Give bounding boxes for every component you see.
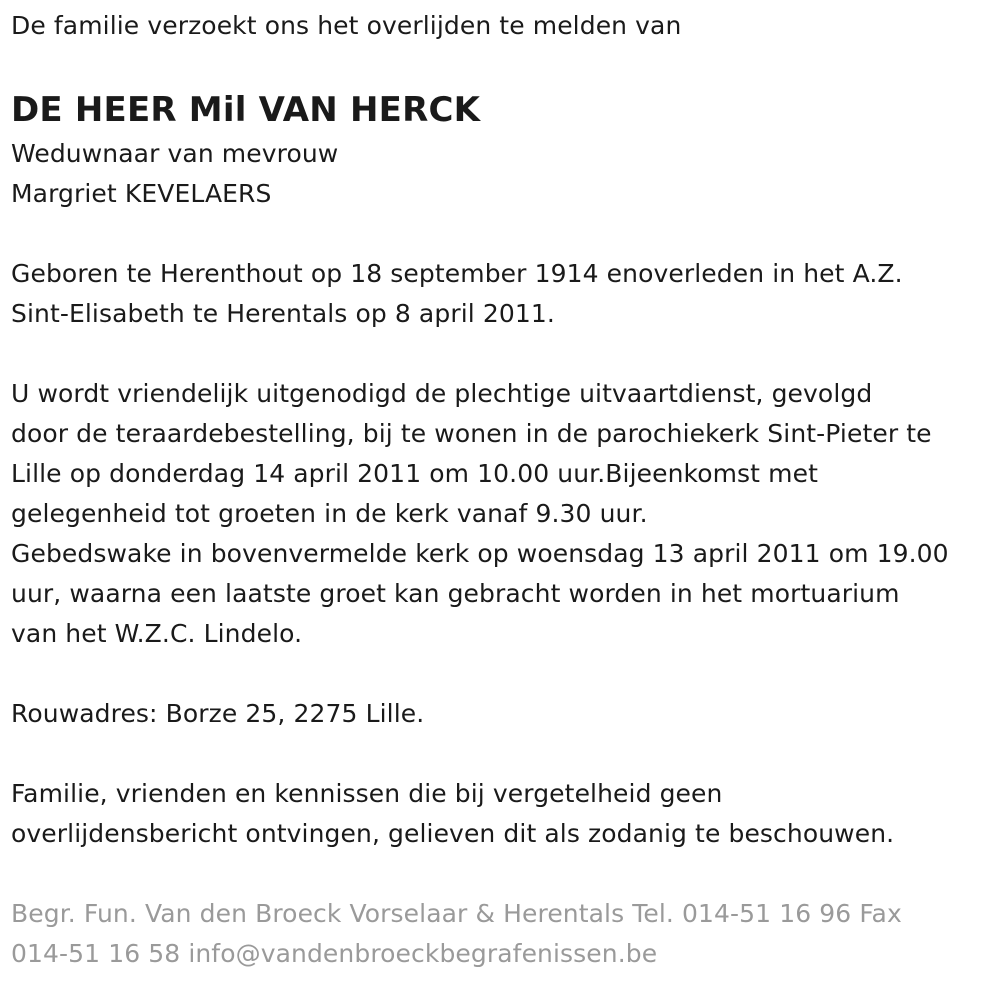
footer-line: Begr. Fun. Van den Broeck Vorselaar & Herentals Tel. 014-51 16 96 Fax (11, 899, 902, 928)
birth-death-block (11, 254, 989, 334)
notice-block (11, 774, 989, 854)
funeral-home-footer (11, 894, 989, 974)
spouse-name: Margriet KEVELAERS (11, 179, 272, 208)
notice-line: overlijdensbericht ontvingen, gelieven dit als zodanig te beschouwen. (11, 819, 895, 848)
spacer (11, 334, 989, 374)
spacer (11, 734, 989, 774)
mourning-address: Rouwadres: Borze 25, 2275 Lille. (11, 699, 425, 728)
spouse-line: Weduwnaar van mevrouw (11, 139, 339, 168)
funeral-block (11, 374, 989, 654)
funeral-line: door de teraardebestelling, bij te wonen in de parochiekerk Sint-Pieter te (11, 419, 932, 448)
birth-line: Geboren te Herenthout op 18 september 1914 enoverleden in het A.Z. (11, 259, 903, 288)
vigil-line: Gebedswake in bovenvermelde kerk op woensdag 13 april 2011 om 19.00 (11, 539, 949, 568)
spacer (11, 214, 989, 254)
birth-line: Sint-Elisabeth te Herentals op 8 april 2011. (11, 299, 555, 328)
spacer (11, 654, 989, 694)
funeral-line: U wordt vriendelijk uitgenodigd de plechtige uitvaartdienst, gevolgd (11, 379, 873, 408)
intro-text: De familie verzoekt ons het overlijden te melden van (11, 11, 682, 40)
vigil-line: van het W.Z.C. Lindelo. (11, 619, 303, 648)
spouse-block (11, 134, 989, 214)
notice-line: Familie, vrienden en kennissen die bij vergetelheid geen (11, 779, 723, 808)
funeral-line: gelegenheid tot groeten in de kerk vanaf 9.30 uur. (11, 499, 648, 528)
footer-contact: 014-51 16 58 info@vandenbroeckbegrafenissen.be (11, 939, 658, 968)
vigil-line: uur, waarna een laatste groet kan gebracht worden in het mortuarium (11, 579, 900, 608)
funeral-line: Lille op donderdag 14 april 2011 om 10.00 uur.Bijeenkomst met (11, 459, 818, 488)
spacer (11, 854, 989, 894)
deceased-name: DE HEER Mil VAN HERCK (11, 90, 481, 130)
